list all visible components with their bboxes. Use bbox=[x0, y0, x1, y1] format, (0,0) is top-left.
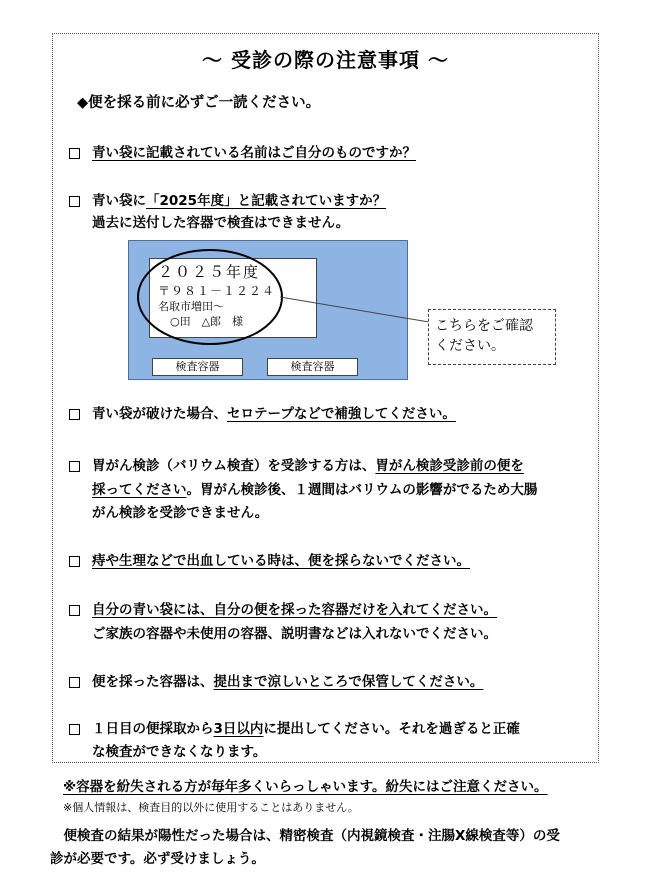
followup-note-line2: 診が必要です。必ず受けましょう。 bbox=[50, 851, 265, 867]
intro-text: ◆便を採る前に必ずご一読ください。 bbox=[77, 95, 321, 111]
item-2-text: 青い袋に「2025年度」と記載されていますか？ bbox=[92, 193, 387, 209]
item-4-line1: 胃がん検診（バリウム検査）を受診する方は、胃がん検診受診前の便を bbox=[92, 458, 524, 474]
confirm-callout: こちらをご確認 ください。 bbox=[428, 309, 556, 365]
label-year: ２０２５年度 bbox=[158, 263, 261, 281]
checkbox[interactable] bbox=[69, 556, 80, 567]
container-label-1: 検査容器 bbox=[152, 358, 243, 376]
item-8-line2: な検査ができなくなります。 bbox=[92, 744, 267, 760]
item-7-text: 便を採った容器は、提出まで涼しいところで保管してください。 bbox=[92, 674, 484, 690]
item-6-line2: ご家族の容器や未使用の容器、説明書などは入れないでください。 bbox=[92, 626, 497, 642]
page-title: ～ 受診の際の注意事項 ～ bbox=[202, 48, 449, 72]
container-label-2: 検査容器 bbox=[267, 358, 358, 376]
checkbox[interactable] bbox=[69, 724, 80, 735]
checkbox[interactable] bbox=[69, 409, 80, 420]
followup-note-line1: 便検査の結果が陽性だった場合は、精密検査（内視鏡検査・注腸X線検査等）の受 bbox=[50, 828, 560, 844]
item-3-text: 青い袋が破けた場合、セロテープなどで補強してください。 bbox=[92, 406, 456, 422]
privacy-note: ※個人情報は、検査目的以外に使用することはありません。 bbox=[63, 801, 359, 814]
checkbox[interactable] bbox=[69, 677, 80, 688]
label-postal: 〒９８１－１２２４ bbox=[158, 284, 276, 298]
item-6-line1: 自分の青い袋には、自分の便を採った容器だけを入れてください。 bbox=[92, 602, 497, 618]
item-5-text: 痔や生理などで出血している時は、便を採らないでください。 bbox=[92, 553, 470, 569]
checkbox[interactable] bbox=[69, 605, 80, 616]
item-2-sub: 過去に送付した容器で検査はできません。 bbox=[92, 215, 350, 231]
label-address: 名取市増田～ bbox=[158, 300, 224, 313]
item-1-text: 青い袋に記載されている名前はご自分のものですか？ bbox=[92, 145, 416, 161]
item-4-line3: がん検診を受診できません。 bbox=[92, 505, 269, 521]
item-4-line2: 採ってください。胃がん検診後、１週間はバリウムの影響がでるため大腸 bbox=[92, 482, 538, 498]
item-8-line1: １日目の便採取から3日以内に提出してください。それを過ぎると正確 bbox=[92, 721, 520, 737]
loss-warning: ※容器を紛失される方が毎年多くいらっしゃいます。紛失にはご注意ください。 bbox=[63, 779, 548, 795]
label-name: ○田 △郎 様 bbox=[170, 315, 244, 328]
checkbox[interactable] bbox=[69, 461, 80, 472]
